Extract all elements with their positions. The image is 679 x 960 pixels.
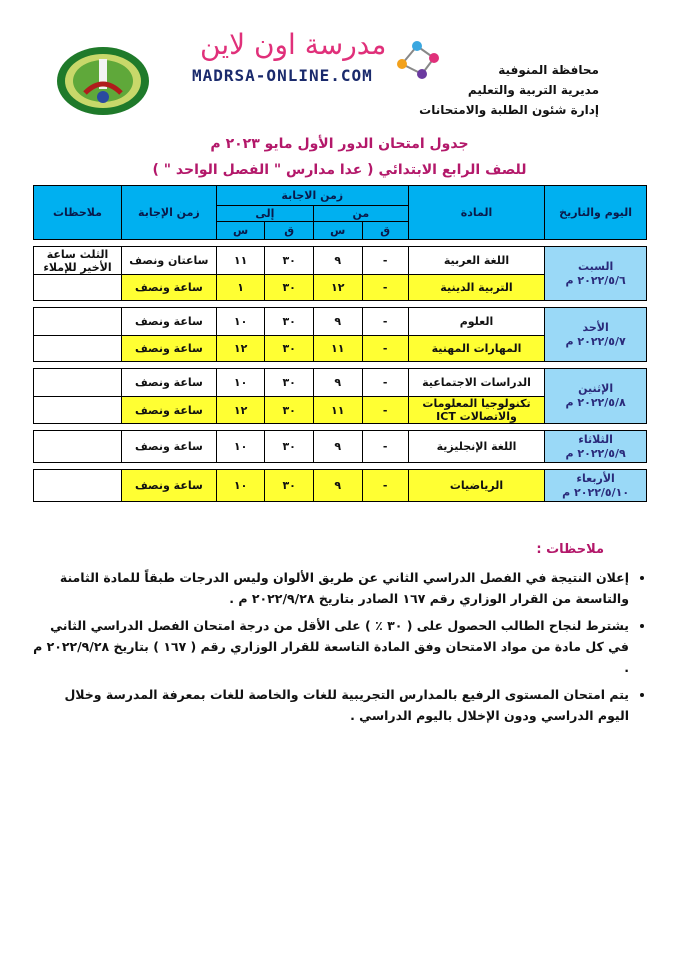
header-to-minute: ق [265,222,314,240]
duration-cell: ساعة ونصف [121,431,216,463]
day-separator [34,362,647,369]
subject-cell: اللغة العربية [408,247,544,275]
governorate: محافظة المنوفية [498,63,599,77]
brand-english: MADRSA-ONLINE.COM [192,66,373,85]
from-minute-cell: - [362,369,408,397]
from-minute-cell: - [362,431,408,463]
to-minute-cell: ٣٠ [265,336,314,362]
table-row [34,369,647,397]
day-separator [34,463,647,470]
ministry-logo [55,45,151,117]
subject-cell: تكنولوجيا المعلومات والاتصالات ICT [408,397,544,424]
from-hour-cell: ٩ [313,431,362,463]
header-to-hour: س [216,222,265,240]
brand-arabic: مدرسة اون لاين [200,28,387,61]
duration-cell: ساعة ونصف [121,369,216,397]
day-separator [34,424,647,431]
duration-cell: ساعة ونصف [121,397,216,424]
remarks-cell [34,275,122,301]
duration-cell: ساعة ونصف [121,308,216,336]
to-hour-cell: ١٢ [216,336,265,362]
to-minute-cell: ٣٠ [265,470,314,502]
from-hour-cell: ١٢ [313,275,362,301]
to-hour-cell: ١٠ [216,470,265,502]
subject-cell: المهارات المهنية [408,336,544,362]
day-name: الإثنين [578,382,614,395]
from-hour-cell: ١١ [313,336,362,362]
document-title: جدول امتحان الدور الأول مايو ٢٠٢٣ م [210,136,469,152]
day-separator [34,301,647,308]
to-minute-cell: ٣٠ [265,397,314,424]
subject-cell: اللغة الإنجليزية [408,431,544,463]
from-hour-cell: ٩ [313,369,362,397]
day-date-cell [545,308,647,362]
duration-cell: ساعتان ونصف [121,247,216,275]
note-item: • يتم امتحان المستوى الرفيع بالمدارس التجريبية للغات والخاصة للغات بمعرفة المدرسة وخلال اليوم الدراسي ودون الإخلال باليوم الدراسي . [31,684,629,726]
notes-list [31,567,651,732]
to-minute-cell: ٣٠ [265,369,314,397]
duration-cell: ساعة ونصف [121,275,216,301]
day-name: الأحد [582,320,609,334]
from-minute-cell: - [362,275,408,301]
table-row [34,247,647,275]
remarks-cell: الثلث ساعة الأخير للإملاء [34,247,122,275]
from-hour-cell: ٩ [313,247,362,275]
to-minute-cell: ٣٠ [265,275,314,301]
header-from: من [313,206,408,222]
duration-cell: ساعة ونصف [121,336,216,362]
from-hour-cell: ٩ [313,308,362,336]
header-from-hour: س [313,222,362,240]
subject-cell: العلوم [408,308,544,336]
to-minute-cell: ٣٠ [265,247,314,275]
header-to: إلى [216,206,313,222]
from-minute-cell: - [362,247,408,275]
remarks-cell [34,431,122,463]
day-date-cell [545,247,647,301]
notes-title: ملاحظات : [536,542,604,557]
exam-date: ٢٠٢٢/٥/٧ م [565,334,626,348]
duration-cell: ساعة ونصف [121,470,216,502]
exam-date: ٢٠٢٢/٥/٦ م [565,273,626,287]
header-from-minute: ق [362,222,408,240]
exam-schedule-table [33,185,647,502]
header-remarks: ملاحظات [34,186,122,240]
to-hour-cell: ١٠ [216,431,265,463]
day-date-cell [545,470,647,502]
header-answer-time-group: زمن الاجابة [216,186,408,206]
table-row [34,308,647,336]
table-row [34,470,647,502]
to-hour-cell: ١١ [216,247,265,275]
to-hour-cell: ١ [216,275,265,301]
from-minute-cell: - [362,336,408,362]
from-minute-cell: - [362,470,408,502]
to-hour-cell: ١٢ [216,397,265,424]
to-hour-cell: ١٠ [216,369,265,397]
remarks-cell [34,470,122,502]
remarks-cell [34,308,122,336]
day-name: الثلاثاء [578,432,613,446]
subject-cell: التربية الدينية [408,275,544,301]
to-minute-cell: ٣٠ [265,308,314,336]
remarks-cell [34,336,122,362]
to-hour-cell: ١٠ [216,308,265,336]
to-minute-cell: ٣٠ [265,431,314,463]
remarks-cell [34,397,122,424]
day-date-cell [545,369,647,424]
header-duration: زمن الإجابة [121,186,216,240]
authority-block [419,60,599,120]
exam-date: ٢٠٢٢/٥/٨ م [565,396,626,409]
note-item: • يشترط لنجاح الطالب الحصول على ( ٣٠ ٪ ) على الأقل من درجة امتحان الفصل الدراسي الثاني في كل مادة من مواد الامتحان وفق المادة التاسعة للقرار الوزاري رقم ( ١٦٧ ) بتاريخ ٢٠٢٢/٩/٢٨ م . [31,615,629,678]
from-minute-cell: - [362,308,408,336]
table-row [34,431,647,463]
exam-date: ٢٠٢٢/٥/٩ م [565,446,626,460]
day-name: الأربعاء [576,471,615,485]
from-hour-cell: ١١ [313,397,362,424]
subject-cell: الرياضيات [408,470,544,502]
remarks-cell [34,369,122,397]
document-subtitle: للصف الرابع الابتدائي ( عدا مدارس " الفصل الواحد " ) [152,162,527,178]
exam-date: ٢٠٢٢/٥/١٠ م [562,485,630,499]
day-name: السبت [578,259,614,273]
header-subject: المادة [408,186,544,240]
day-separator [34,240,647,247]
day-date-cell [545,431,647,463]
header-day-date: اليوم والتاريخ [545,186,647,240]
directorate: مديرية التربية والتعليم [467,83,599,97]
department: إدارة شئون الطلبة والامتحانات [419,103,599,117]
from-minute-cell: - [362,397,408,424]
subject-cell: الدراسات الاجتماعية [408,369,544,397]
note-item: • إعلان النتيجة في الفصل الدراسي الثاني عن طريق الألوان وليس الدرجات طبقاً للمادة الثامنة والتاسعة من القرار الوزاري رقم ١٦٧ الصادر بتاريخ ٢٠٢٢/٩/٢٨ م . [31,567,629,609]
from-hour-cell: ٩ [313,470,362,502]
